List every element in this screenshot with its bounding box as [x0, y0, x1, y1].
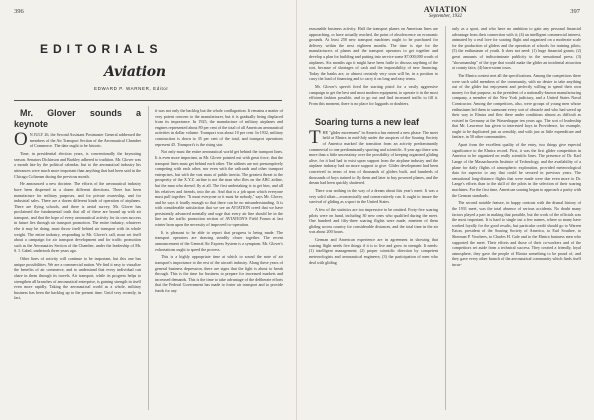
article-paragraph: Mr. Glover's speech fired the starting pistol for a vastly aggressive campaign to get the best and most modern equipment, to operate it in the most efficient fashion possible, and to go out and find increased traffic to fill it. From this moment, there is no place for laggards or doubters.	[309, 84, 438, 106]
article-paragraph: He announced a new doctrine. The efforts of the aeronautical industry have been dispersed in a dozen different directions. There has been manufacture for military purposes, and for private ownership, and for industrial sales. There are a dozen different kinds of operation of airplanes. There are flying schools, and there is aerial survey. Mr. Glover has proclaimed the fundamental truth that all of these are bound up with air transport, and that the hope of every aeronautical activity for its own success in future lies through air transport promotion. The entire industry, whatever else it may be doing, must throw itself behind air transport with its whole weight. The entire industry, responding to Mr. Glover's call, must set itself about a campaign for air transport development and for traffic promotion such as the Aeronautics Section of the Chamber, under the leadership of Mr. S. I. Gabel, undertook three years ago.	[14, 181, 141, 254]
article-paragraph: The second notable feature, in happy contrast with the dismal history of the 1931 meet, was the total absence of serious accidents. No doubt many factors played a part in making that possible, but the work of the officials was the most important. It is hard to single out a few names, where so many have worked loyally for the good results, but particular credit should go to Warren Eaton, president of the Soaring Society of America, to Earl Southee, to Sherman P. Voorhees, to Charles H. Gale and to the Elmira business men who supported the meet. Their efforts and those of their co-workers and of the competitors set aside from a technical success. They created a friendly, loyal atmosphere, they gave the people of Elmira something to be proud of, and they gave every other branch of the aeronautical community which finds itself incur-	[452, 200, 581, 267]
article-paragraph: Other lines of activity will continue to be important, but this one has unique possibilities. We are a commercial nation. We find it easy to visualize the benefits of air commerce, and to understand that every individual can share in them through its travels. Air transport, while its progress helps to strengthen all branches of aeronautical enterprise, is gaining strength in itself even more rapidly. Taking the aeronautical world as a whole, military business has been the backlog up to the present time. Until very recently, in fact,	[14, 256, 141, 301]
article-paragraph: It is pleasant to be able to report that progress is being made. The transport operators are drawing steadily closer together. The recent announcement of the General Air Express System is a symptom. Mr. Glover's exhortations ought to speed the process.	[155, 229, 283, 252]
article-headline: Mr. Glover sounds a keynote	[14, 108, 141, 129]
article-paragraph: Apart from the excellent quality of the entry, two things give especial significance to the Elmira record. First, it was the first glider competition in America to be organized on really scientific lines. The presence of Dr. Karl Lange of the Massachusetts Institute of Technology, and the availability of a plane for daily flights of atmospheric exploration, provided meteorological data for superior to any that could be secured in previous years. The sensational long-distance flights that were made were due even more to Dr. Lange's efforts than to the skill of the pilots in the selection of their soaring machines. For the first time, American soaring began to approach a parity with the German standards.	[452, 142, 581, 198]
right-page	[297, 0, 594, 420]
right-column-1	[309, 26, 438, 414]
editor-byline: EDWARD P. WARNER, Editor	[94, 86, 169, 91]
header-rule	[14, 100, 282, 101]
article-paragraph: There was nothing in the way of a dream about this year's meet. It was a very solid affair—economically and conservatively run. It ought to insure the survival of gliding as a sport in the United States.	[309, 188, 438, 205]
article-paragraph: reasonable business activity. Half the transport planes on American lines are approaching, or have actually reached, the point of obsolescence on economic grounds. At least 250 new transport machines ought to be purchased for delivery within the next eighteen months. The time is ripe for the manufacturers of planes and the transport operators to get together and develop a plan for building and putting into service some $7,000,000 worth of airplanes. Six months ago it might have been futile to discuss anything of the sort, because of shortages of cash and the impossibility of new financing. Today the banks are, or almost certainly very soon will be, in a position to carry the load of financing and to carry it on long and easy terms.	[309, 26, 438, 82]
article-paragraph: only as a sport, and who have no ambition to gain any personal financial advantage from their connection with it; (4) an intelligent commercial interest, animated by a real love for soaring flight and organized on a moderate scale for the production of gliders and the operation of schools for training pilots; (5) the enthusiasm of youth. It does not need: (1) huge financial grants; (2) great amounts of indiscriminate publicity in the sensational press; (3) "showmanship" of the type that would make the glider an incidental attraction at county fairs; (4) barn-storm tours.	[452, 26, 581, 71]
running-head-date: September, 1932	[428, 14, 463, 19]
paragraph-text: HE "glider movement" in America has entered a new phase. The meet held at Elmira in mid-July under the auspices of the Soaring Society of America marked the transition from an activity predominantly commercial to one predominantly sporting and scientific. A year ago there was more than a little uncertainty over the possibility of keeping organized gliding alive, for it had had to exist upon support from the airplane industry and the airplane industry had no more support to give. Glider development had been conceived in terms of tens of thousands of gliders built, and hundreds of thousands of boys trained to fly them and later to buy powered planes, and the dream had been quickly shattered.	[309, 129, 438, 186]
article-paragraph: A few of the statistics are too impressive to be omitted. Forty-five soaring pilots were on hand, including 30 new ones who qualified during the meet. One hundred and fifty-three soaring flights were made, nineteen of them gliding across country for considerable distances, and the total time in the air was about 200 hours.	[309, 206, 438, 235]
drop-cap: T	[309, 126, 321, 148]
article-paragraph: German and American experience are in agreement in showing that soaring flight needs five things if it is to live and grow in strength. It needs: (1) intelligent management; (2) proper scientific direction by competent meteorologists and aeronautical engineers; (3) the participation of men who deal with gliding	[309, 237, 438, 265]
article-paragraph: This is a highly appropriate time at which to sound the note of air transport's importance to the rest of the aircraft industry. Along these years of general business depression, there are signs that the light is about to break through. This is the time for business to prepare for increased markets and increased demands. This is the time to take advantage of the deliberate efforts that the Federal Government has made to foster air transport and to provide funds for any	[155, 254, 283, 293]
article-paragraph: it was not only the backlog but the whole conflagration. It remains a matter of very potent concern to the manufacturer, but it is gradually being displaced from its importance. In 1925, the manufacture of military airplanes and engines represented about 80 per cent of the total of all American aeronautical activities in dollar volume. Transport was about 10 per cent. In 1932, military construction is down to 35 per cent of the total, and transport operations represent 45. Transport's is the rising star.	[155, 108, 283, 147]
section-title: EDITORIALS	[40, 42, 163, 56]
drop-cap: O	[14, 129, 28, 151]
page-number-left: 396	[14, 8, 24, 15]
column-divider	[148, 106, 149, 410]
running-head-title: AVIATION	[423, 5, 468, 14]
article-paragraph: Not only must the entire aeronautical world get behind the transport lines. It is even more important, as Mr. Glover pointed out with great force, that the transport lines must get behind each other. The airlines are not presumptively competing with each other, nor even with the railroads and other transport enterprises, but with the vast mass of public inertia. The greatest threat to the prosperity of the X.Y.Z. airline is not the man who flies on the ABC airline, but the man who doesn't fly at all. The first undertaking is to get him, and all his relatives and friends, into the air. And that is a job upon which everyone must pull together. "It must everyone or it must be nobody," says Mr. Glover, and he says it loudly enough so that there can be no misunderstanding. It is with considerable satisfaction that we see an AVIATION creed that we have persistently advanced mentally and urge that every air line should be in the line on the traffic promotion section of AVIATION'S Field Forum at last winter born upon the necessity of improved co-operation.	[155, 149, 283, 228]
running-header	[297, 5, 594, 19]
paragraph-text: N JULY 26, the Second Assistant Postmaster General addressed the members of the Air Transport Section of the Aeronautical Chamber of Commerce. The date ought to be historic.	[29, 132, 141, 149]
spacer	[309, 109, 438, 117]
left-column-2	[155, 108, 283, 413]
left-column-1	[14, 108, 141, 413]
article-paragraph	[309, 126, 438, 186]
article-paragraph: The Elmira contest met all the specifications. Among the competitors there were such solid members of the community, with no desire to take anything out of the glider but enjoyment and perfectly willing to spend their own money for that purpose, as the president of a nationally-known manufacturing company, a member of the New York judiciary, and a United States Naval Constructor. Among the competitors, also, were groups of young men whose enthusiasm led them to surmount every sort of obstacle and who had saved up their way to Elmira and flew there under conditions almost as difficult as existed in Germany at the Wasserkuppe ten years ago. The sort of leadership that Mr. Lawrence has given to interested boys in Providence, for example, ought to be duplicated just as sensibly, and with just as little expenditure and fanfare, in 50 other communities.	[452, 72, 581, 140]
article-headline: Soaring turns a new leaf	[315, 116, 420, 127]
article-paragraph: Time, in presidential election years, is conventionally the keynoting season. Senators Dickinson and Barkley adhered to tradition. Mr. Glover was a month late by the political calendar, but to the aeronautical industry his utterances were much more important than anything that had been said in the Chicago Coliseum during the previous month.	[14, 151, 141, 179]
aviation-logo: Aviation	[104, 64, 166, 80]
column-divider	[445, 26, 446, 410]
right-column-2	[452, 26, 581, 414]
article-paragraph	[14, 129, 141, 151]
page-number-right: 397	[570, 8, 580, 15]
